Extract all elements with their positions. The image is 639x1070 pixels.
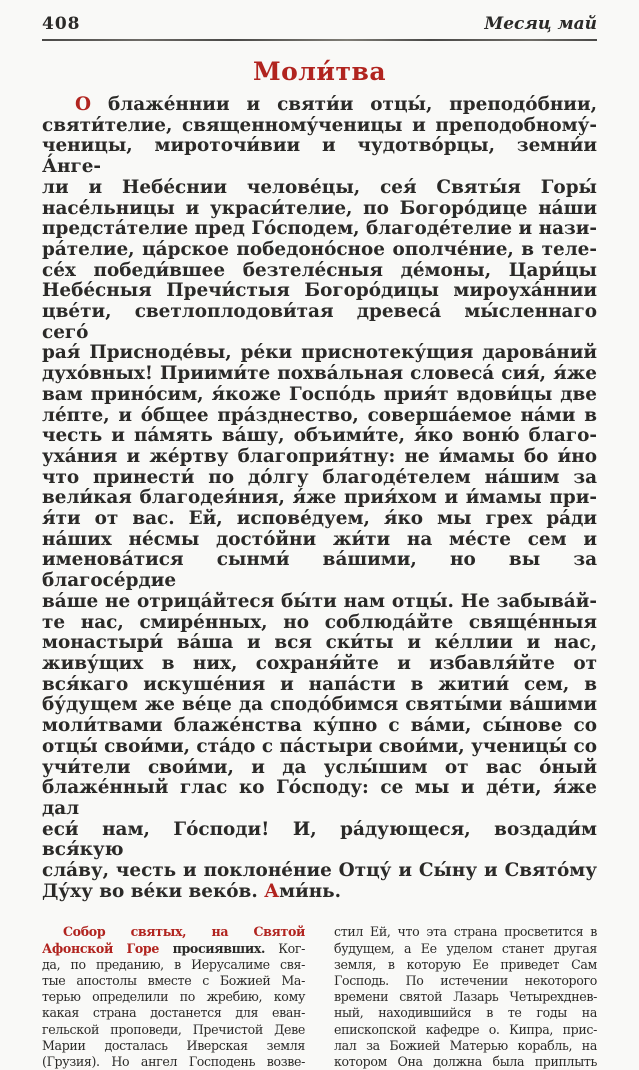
text-line: ва́ше не отрица́йтеся бы́ти нам отцы́. Не забыва́й-: [42, 590, 597, 612]
text-line: ле́пте, и о́бщее пра́зднество, соверша́емое на́ми в: [42, 404, 597, 426]
prayer-first-line: [42, 95, 597, 116]
text-line: вам прино́сим, я́коже Госпо́дь прия́т вдови́цы две: [42, 383, 597, 405]
running-head: [42, 14, 597, 34]
text-line: Господь. По истечении некоторого: [334, 973, 597, 989]
entry-heading-red-1: Собор святых, на Святой: [63, 924, 305, 940]
text-line: честь и па́мять ва́шу, объими́те, я́ко воню́ благо-: [42, 425, 597, 447]
entry-heading-red-2: Афонской Горе: [42, 940, 160, 956]
text-line: епископской кафедре о. Кипра, прис-: [334, 1021, 597, 1037]
text-line: стил Ей, что эта страна просветится в: [334, 924, 597, 940]
text-line: лал за Божией Матерью корабль, на: [334, 1037, 597, 1053]
commemoration-section: [42, 924, 597, 1070]
text-line: се́х победи́вшее безтеле́сныя де́моны, Цари́цы: [42, 259, 597, 281]
right-column: [334, 924, 597, 1070]
text-line: цве́ти, светлоплодови́тая древеса́ мы́сленнаго сего́: [42, 301, 597, 343]
text-line: бу́дущем же ве́це да сподо́бимся святы́ми ва́шими: [42, 694, 597, 716]
text-line: уха́ния и же́ртву благоприя́тну: не и́мамы бо и́но: [42, 445, 597, 467]
text-line: духо́вных! Приими́те похва́льная словеса́ сия́, я́же: [42, 363, 597, 385]
text-line: вели́кая благодея́ния, я́же прия́хом и и́мамы при-: [42, 487, 597, 509]
text-line: учи́тели свои́ми, и да услы́шим от вас о́ный: [42, 756, 597, 778]
text-line: отцы́ свои́ми, ста́до с па́стыри свои́ми, ученицы́ со: [42, 735, 597, 757]
right-column-lines: [334, 924, 597, 1070]
text-line: монастыри́ ва́ша и вся ски́ты и ке́ллии и нас,: [42, 632, 597, 654]
prayer-title: Моли́тва: [252, 57, 387, 86]
text-line: Марии досталась Иверская земля: [42, 1037, 305, 1053]
text-line: вся́каго искуше́ния и напа́сти в житии́ сем, в: [42, 673, 597, 695]
text-line: какая страна достанется для еван-: [42, 1005, 305, 1021]
entry-heading-line-2: [42, 941, 305, 957]
text-line: что принести́ по до́лгу благоде́телем на́шим за: [42, 466, 597, 488]
left-column-lines: [42, 957, 305, 1070]
text-line: времени святой Лазарь Четырехднев-: [334, 989, 597, 1005]
text-line: земля, в которую Ее приведет Сам: [334, 956, 597, 972]
text-line: ли и Небе́снии челове́цы, сея́ Святы́я Горы́: [42, 176, 597, 198]
text-line: те нас, смире́нных, но соблюда́йте свяще́нныя: [42, 611, 597, 633]
prayer-first-line-text: блаже́ннии и святи́и отцы́, преподо́бнии,: [107, 94, 597, 115]
amen-rest: ми́нь.: [279, 880, 342, 902]
entry-heading-bold: просиявших.: [159, 940, 266, 956]
text-line: ный, находившийся в те годы на: [334, 1005, 597, 1021]
text-line: тые апостолы вместе с Божией Ма-: [42, 973, 305, 989]
prayer-last-line-text: Ду́ху во ве́ки веко́в.: [42, 880, 265, 902]
entry-heading-rest: Ког-: [265, 940, 305, 956]
prayer-last-line: [42, 882, 597, 903]
prayer-text: [42, 95, 597, 902]
text-line: на́ших не́смы досто́йни жи́ти на ме́сте сем и: [42, 528, 597, 550]
text-line: терью определили по жребию, кому: [42, 989, 305, 1005]
text-line: котором Она должна была приплыть: [334, 1054, 597, 1070]
text-line: предста́телие пред Го́сподем, благоде́телие и нази-: [42, 218, 597, 240]
left-column: [42, 924, 305, 1070]
text-line: ченицы, мироточи́вии и чудотво́рцы, земни́и А́нге-: [42, 135, 597, 178]
page-number: 408: [42, 14, 81, 34]
text-line: будущем, а Ее уделом станет другая: [334, 940, 597, 956]
text-line: я́ти от вас. Ей, испове́дуем, я́ко мы грех ра́ди: [42, 508, 597, 530]
amen-initial: А: [264, 880, 280, 902]
text-line: живу́щих в них, сохраня́йте и избавля́йте от: [42, 652, 597, 674]
drop-initial: О: [75, 94, 92, 115]
text-line: ра́телие, ца́рское победоно́сное ополче́ние, в теле-: [42, 238, 597, 260]
text-line: (Грузия). Но ангел Господень возве-: [42, 1054, 305, 1070]
text-line: еси́ нам, Го́споди! И, ра́дующеся, воздади́м вся́кую: [42, 818, 597, 861]
text-line: да, по преданию, в Иерусалиме свя-: [42, 956, 305, 972]
prayer-lines: [42, 116, 597, 882]
entry-heading-line-1: [42, 924, 305, 940]
text-line: Небе́сныя Пречи́стыя Богоро́дицы мироуха́ннии: [42, 280, 597, 302]
text-line: насе́льницы и украси́телие, по Богоро́дице на́ши: [42, 197, 597, 219]
text-line: рая́ Присноде́вы, ре́ки приснотеку́щия дарова́ний: [42, 342, 597, 364]
text-line: сла́ву, честь и поклоне́ние Отцу́ и Сы́ну и Свято́му: [42, 860, 597, 882]
text-line: именова́тися сынми́ ва́шими, но вы за благосе́рдие: [42, 549, 597, 592]
running-head-title: Месяц май: [484, 14, 597, 34]
text-line: гельской проповеди, Пречистой Деве: [42, 1021, 305, 1037]
text-line: моли́твами блаже́нства ку́пно с ва́ми, сы́нове со: [42, 715, 597, 737]
text-line: святи́телие, священному́ченицы и преподобному́-: [42, 114, 597, 136]
header-rule: [42, 39, 597, 41]
text-line: блаже́нный глас ко Го́споду: се мы и де́ти, я́же дал: [42, 777, 597, 819]
